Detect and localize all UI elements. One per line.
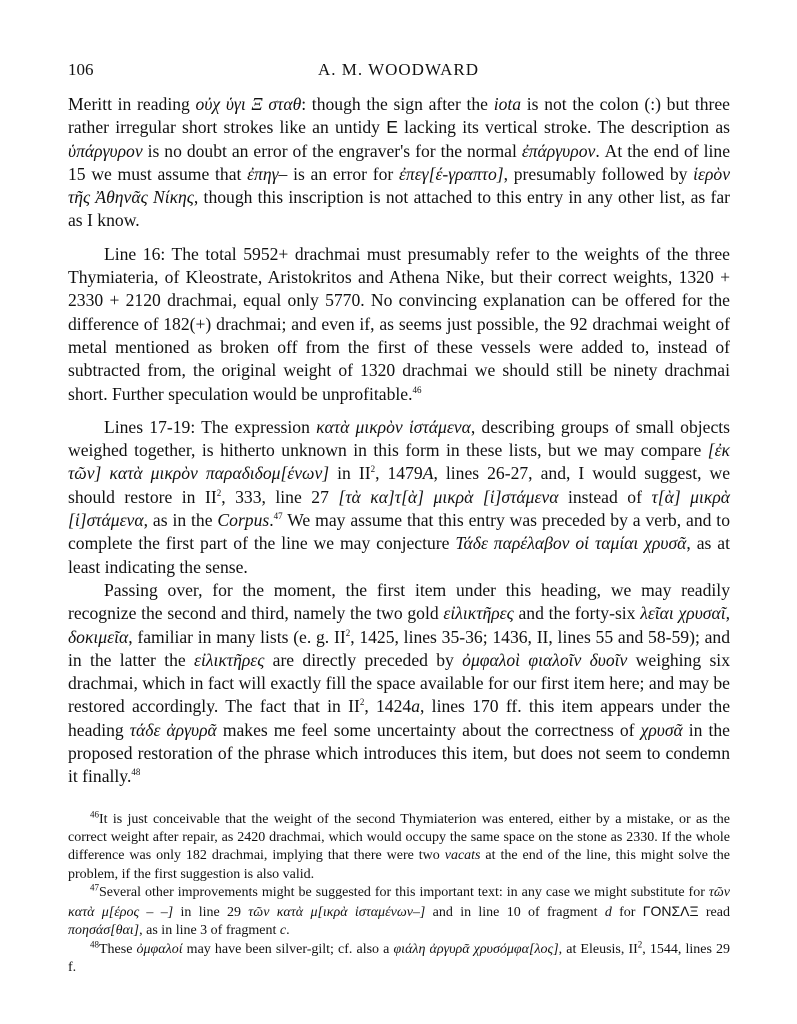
greek-text: ἐπεγ[έ-γραπτο] [399, 163, 504, 184]
text: Passing over, for the moment, the first item under this heading, we may readily recognize the second and third, namely the two gold [68, 579, 730, 624]
text: is no doubt an error of the engraver's for the normal [142, 140, 522, 161]
text: , as at least indicating the sense. [68, 533, 730, 577]
main-text [68, 93, 730, 977]
paragraph-1 [68, 93, 730, 233]
superscript: 2 [216, 487, 222, 498]
footnote-number: 46 [90, 808, 99, 819]
greek-text: ἐπηγ– [247, 163, 288, 184]
greek-text: ὀμφαλοὶ φιαλοῖν δυοῖν [462, 649, 628, 670]
text: , lines 26-27, and, I would suggest, we should restore in II [68, 463, 731, 507]
text: , describing groups of small objects weighed together, is hitherto unknown in this form in these lists, but we may compare [68, 416, 730, 461]
greek-text: φιάλη ἀργυρᾶ χρυσόμφα[λος] [393, 941, 559, 957]
text: lacking its vertical stroke. The description as [397, 117, 730, 138]
text: , familiar in many lists (e. g. II [128, 626, 346, 647]
inscription-glyphs: ΓΟΝΣΛΞ [642, 903, 699, 920]
greek-text: τάδε ἀργυρᾶ [129, 719, 217, 740]
superscript: 2 [345, 627, 351, 638]
text: weighing six drachmai, which in fact will exactly fill the space available for our first item here; and may be restored accordingly. The fact that in II [68, 649, 730, 717]
footnote-ref[interactable]: 47 [273, 511, 283, 522]
superscript: 2 [637, 939, 643, 950]
text: , 1425, lines 35-36; 1436, II, lines 55 and 58-59); and in the latter the [68, 626, 730, 670]
greek-text: τῶν κατὰ μ[έρος – –] [68, 884, 730, 921]
text: It is just conceivable that the weight of the second Thymiaterion was entered, either by a mistake, or as the correct weight after repair, as 2420 drachmai, which would occupy the same space on the stone as 2330. If the whole difference was only 182 drachmai, implying that there were two [68, 811, 730, 864]
greek-text: ποησάσ[θαι] [68, 923, 140, 939]
text: may have been silver-gilt; cf. also a [182, 941, 394, 957]
text: in line 29 [173, 905, 249, 921]
text: Meritt in reading [68, 94, 196, 114]
running-title: A. M. WOODWARD [317, 60, 479, 79]
footnote-47 [68, 884, 730, 941]
text: : though the sign after the [301, 94, 494, 114]
text: . [269, 510, 274, 531]
text: instead of [558, 486, 652, 507]
text: Several other improvements might be suggested for this important text: in any case we might substitute for [99, 884, 709, 900]
text: and the forty-six [513, 603, 641, 624]
superscript: 2 [359, 697, 365, 708]
text: , 1544, lines 29 f. [68, 941, 730, 975]
footnote-48 [68, 941, 730, 978]
text: is an error for [287, 163, 399, 184]
text: and in line 10 of fragment [425, 905, 605, 921]
text: at the end of the line, this might solve the problem, if the first suggestion is also valid. [68, 848, 730, 882]
text: , 1479 [375, 463, 423, 484]
greek-text: ἱερὸν τῆς Ἀθηνᾶς Νίκης [68, 163, 731, 208]
italic-text: a [411, 696, 420, 717]
text: , presumably followed by [503, 163, 694, 184]
text: , at Eleusis, II [558, 941, 638, 957]
text: Lines 17-19: The expression [104, 416, 317, 437]
greek-text: εἰλικτῆρες [443, 603, 514, 624]
text: , lines 170 ff. this item appears under the heading [68, 696, 731, 740]
footnote-number: 47 [90, 882, 99, 893]
text: is not the colon (:) but three rather irregular short strokes like an untidy [68, 94, 730, 138]
text: in II [329, 463, 371, 484]
footnote-ref[interactable]: 46 [412, 384, 422, 395]
superscript: 2 [370, 464, 376, 475]
text: Line 16: The total 5952+ drachmai must presumably refer to the weights of the three Thymiateria, of Kleostrate, Aristokritos and Athena Nike, but their correct weights, 1320 + 2330 + 2120 drachmai, equal only 5770. No convincing explanation can be offered for the difference of 182(+) drachmai; and even if, as seems just possible, the 92 drachmai weight of metal mentioned as broken off from the first of these vessels were added to, instead of subtracted from, the original weight of 1320 drachmai we should still be ninety drachmai short. Further speculation would be unprofitable. [68, 243, 730, 404]
greek-text: οὐχ ὑγι Ξ σταθ [195, 94, 302, 114]
greek-text: εἰλικτῆρες [194, 649, 265, 670]
footnote-ref[interactable]: 48 [131, 767, 141, 778]
italic-text: A [422, 463, 434, 484]
greek-text: λεῖαι χρυσαῖ, δοκιμεῖα [68, 603, 731, 647]
greek-text: ὑπάργυρον [68, 140, 143, 161]
greek-text: τ[ὰ] μικρὰ [ἱ]στάμενα [68, 486, 731, 531]
sign-glyph: E [386, 117, 398, 138]
running-header [68, 60, 729, 84]
text: , as in line 3 of fragment [139, 923, 280, 939]
text: , though this inscription is not attached to this entry in any other list, as far as I know. [68, 187, 731, 231]
text: for [611, 905, 643, 921]
text: These [99, 941, 137, 957]
text: in the proposed restoration of the phrase which introduces this item, but does not seem to condemn it finally. [68, 719, 730, 787]
text: , as in the [143, 510, 218, 531]
greek-text: χρυσᾶ [640, 719, 683, 740]
text: . At the end of line 15 we must assume that [68, 140, 730, 184]
footnote-46 [68, 808, 730, 884]
footnote-number: 48 [90, 939, 99, 950]
page-number: 106 [68, 60, 94, 79]
text: are directly preceded by [264, 649, 463, 670]
greek-text: κατὰ μικρὸν ἱστάμενα [316, 416, 471, 437]
italic-text: iota [493, 94, 522, 114]
text: . [286, 923, 290, 939]
paragraph-3 [68, 416, 730, 579]
paragraph-4 [68, 579, 730, 789]
greek-text: Τάδε παρέλαβον οἱ ταμίαι χρυσᾶ [455, 533, 687, 554]
greek-text: [ἐκ τῶν] κατὰ μικρὸν παραδιδομ[ένων] [68, 440, 730, 484]
italic-text: Corpus [217, 510, 270, 531]
italic-text: c [279, 923, 287, 939]
paragraph-2 [68, 243, 730, 406]
text: , 333, line 27 [221, 486, 339, 507]
italic-text: d [604, 905, 612, 921]
text: , 1424 [364, 696, 412, 717]
greek-text: ὀμφαλοί [136, 941, 183, 957]
text: makes me feel some uncertainty about the correctness of [216, 719, 641, 740]
greek-text: ἐπάργυρον [521, 140, 596, 161]
text: read [698, 905, 730, 921]
greek-text: [τὰ κα]τ[ὰ] μικρὰ [ἱ]στάμενα [338, 486, 559, 507]
italic-text: vacats [444, 848, 481, 864]
greek-text: τῶν κατὰ μ[ικρὰ ἱσταμένων–] [248, 905, 426, 921]
text: We may assume that this entry was preceded by a verb, and to complete the first part of the line we may conjecture [68, 510, 730, 554]
